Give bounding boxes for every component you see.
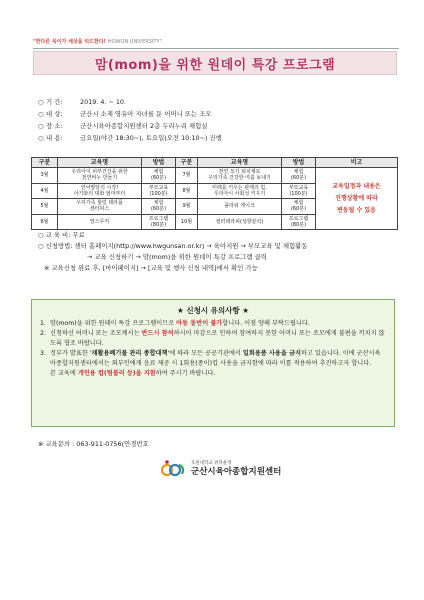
table-header: 구분	[176, 158, 198, 168]
notice-text-part: 정부가 발표한 '	[50, 350, 92, 357]
schedule-note: 교육일정과 내용은 진행상황에 따라 변동될 수 있음	[316, 168, 398, 230]
logo-text	[191, 461, 281, 478]
table-header: 비고	[316, 158, 398, 168]
table-cell: 체험 (60분)	[282, 168, 316, 184]
notice-text-part: 본 교육에	[50, 370, 78, 377]
logo-title: 군산시육아종합지원센터	[191, 466, 282, 477]
notice-text	[50, 349, 386, 369]
info-value: 2019. 4. ~ 10.	[80, 98, 127, 106]
table-header: 교육명	[198, 158, 282, 168]
university-name: HOWON UNIVERSITY"	[107, 39, 162, 45]
table-cell: 컬러테라피(성향분석)	[198, 214, 282, 230]
table-cell: 프로그램 (80분)	[282, 214, 316, 230]
table-cell: 우리아이 피부건강을 위한 천연비누 만들기	[58, 168, 142, 184]
info-row	[38, 96, 398, 108]
bullet: ○	[38, 122, 44, 130]
notice-num: 1.	[40, 320, 46, 327]
notice-text	[50, 319, 386, 329]
table-cell: 미래를 키우는 관계의 힘, 우리아이 사회성 키우기	[198, 183, 282, 199]
header-divider	[33, 48, 399, 49]
fee-row	[38, 230, 408, 241]
apply-step-1: 센터 홈페이지(http://www.hwgunsan.or.kr) → 육아지원 → 부모교육 및 체험활동	[74, 242, 308, 250]
table-row	[32, 168, 398, 184]
table-header: 방법	[142, 158, 176, 168]
bullet: ○	[38, 242, 44, 250]
notice-num: 3.	[40, 350, 46, 357]
info-row	[38, 132, 398, 144]
table-cell: 8월	[176, 183, 198, 199]
table-cell: 10월	[176, 214, 198, 230]
bullet: ○	[38, 231, 44, 239]
notice-emphasis: 반드시 참석	[141, 330, 174, 337]
notice-closing	[40, 369, 386, 379]
apply-confirm-note: ※ 교육신청 완료 후, [마이페이지] → [교육 및 행사 신청 내역]에서 확인 가능	[44, 264, 258, 272]
notice-text-part: 맘(mom)을 위한 원데이 특강 프로그램이므로	[50, 320, 177, 327]
info-value: 금요일(야간 18:30~), 토요일(오전 10:10~) 진행	[80, 134, 222, 142]
table-cell: 체험 (60분)	[142, 168, 176, 184]
info-label: 장 소:	[46, 122, 63, 130]
notice-title: ★ 신청시 유의사항 ★	[177, 306, 249, 315]
center-logo	[160, 457, 300, 481]
notice-item	[40, 349, 386, 369]
slogan-text: "한다른 목이가 세상을 리드한다!	[33, 39, 106, 45]
table-cell: 6월	[32, 214, 58, 230]
table-cell: 프로그램 (80분)	[142, 214, 176, 230]
table-header: 방법	[282, 158, 316, 168]
apply-label: 신청방법:	[45, 242, 73, 250]
bullet: ○	[38, 134, 44, 142]
apply-row	[38, 241, 408, 252]
fee-label: 교 육 비:	[45, 231, 71, 239]
notice-item	[40, 319, 386, 329]
notice-text-part: 하시어 마감으로 인하여 참여하지 못한 어머니 또는 조모에게 불편을 끼치지 않도록 협조 바랍니다.	[50, 330, 385, 347]
table-cell: 맘스무직	[58, 214, 142, 230]
notice-emphasis: 일회용품 사용을 금지	[242, 350, 301, 357]
bullet: ○	[38, 110, 44, 118]
notice-box	[31, 299, 395, 427]
notice-item	[40, 329, 386, 349]
table-cell: 5월	[32, 199, 58, 215]
table-cell: 부모교육 (100분)	[142, 183, 176, 199]
notice-text-part: 신청하신 어머니 또는 조모께서는	[50, 330, 142, 337]
apply-info	[38, 230, 408, 274]
schedule-table	[31, 157, 398, 230]
notice-text	[50, 369, 386, 379]
table-cell: 언어발달의 시작! 아기와의 대화 엄마부터	[58, 183, 142, 199]
table-cell: 7월	[176, 168, 198, 184]
title-banner	[33, 51, 397, 75]
info-label: 대 상:	[46, 110, 63, 118]
info-row	[38, 120, 398, 132]
table-cell: 9월	[176, 199, 198, 215]
table-cell: 우리가족 힐링 테라폼 센터피스	[58, 199, 142, 215]
notice-emphasis: 재활용폐기물 관리 종합대책	[91, 350, 168, 357]
notice-text-part: '에 따라 모든 공공기관에서	[167, 350, 243, 357]
info-label: 기 간:	[46, 98, 63, 106]
table-cell: 4월	[32, 183, 58, 199]
header-slogan	[33, 38, 399, 47]
info-value: 군산시 소재 영유아 자녀를 둔 어머니 또는 조모	[80, 110, 212, 118]
notice-emphasis: 아동 동반이 불가	[176, 320, 223, 327]
info-row	[38, 108, 398, 120]
center-logo-icon	[160, 458, 188, 480]
apply-step-2: → 교육 신청하기 → 맘(mom)을 위한 원데이 특강 프로그램 클릭	[87, 253, 267, 261]
notice-indent	[40, 369, 50, 379]
notice-text	[50, 329, 386, 349]
table-cell: 체험 (60분)	[282, 199, 316, 215]
table-cell: 플라워 케이크	[198, 199, 282, 215]
notice-text-part: 하여 주시기 바랍니다.	[155, 370, 216, 377]
notice-emphasis: 개인용 컵(텀블러 등)을 지참	[77, 370, 156, 377]
table-header: 구분	[32, 158, 58, 168]
notice-text-part: 하고 있습니다. 이에 군산시육아종합지원센터에서는 외부인에게 음료 제공 시 1회용(종이)컵 사용을 금지함에 따라 이를 적용하여 추진하고자 합니다.	[50, 350, 381, 367]
fee-value: 무료	[72, 231, 85, 239]
info-value: 군산시육아종합지원센터 2층 두리누리 체험실	[80, 122, 208, 130]
table-header: 교육명	[58, 158, 142, 168]
logo-subtitle: 호원대학교 위탁운영	[191, 460, 232, 466]
page-title: 맘(mom)을 위한 원데이 특강 프로그램	[94, 57, 336, 73]
bullet: ○	[38, 98, 44, 106]
info-label: 내 용:	[46, 134, 63, 142]
notice-text-part: 합니다. 이점 양해 부탁드립니다.	[222, 320, 310, 327]
table-cell: 부모교육 (100분)	[282, 183, 316, 199]
table-cell: 체험 (60분)	[142, 199, 176, 215]
table-cell: 천연 모기 퇴치제로 우리가족 건강한 여름 보내기	[198, 168, 282, 184]
inquiry-contact: ※ 교육문의 : 063-911-0756(연경번호	[38, 440, 149, 448]
table-cell: 3월	[32, 168, 58, 184]
program-info	[38, 96, 398, 144]
notice-num: 2.	[40, 330, 46, 337]
